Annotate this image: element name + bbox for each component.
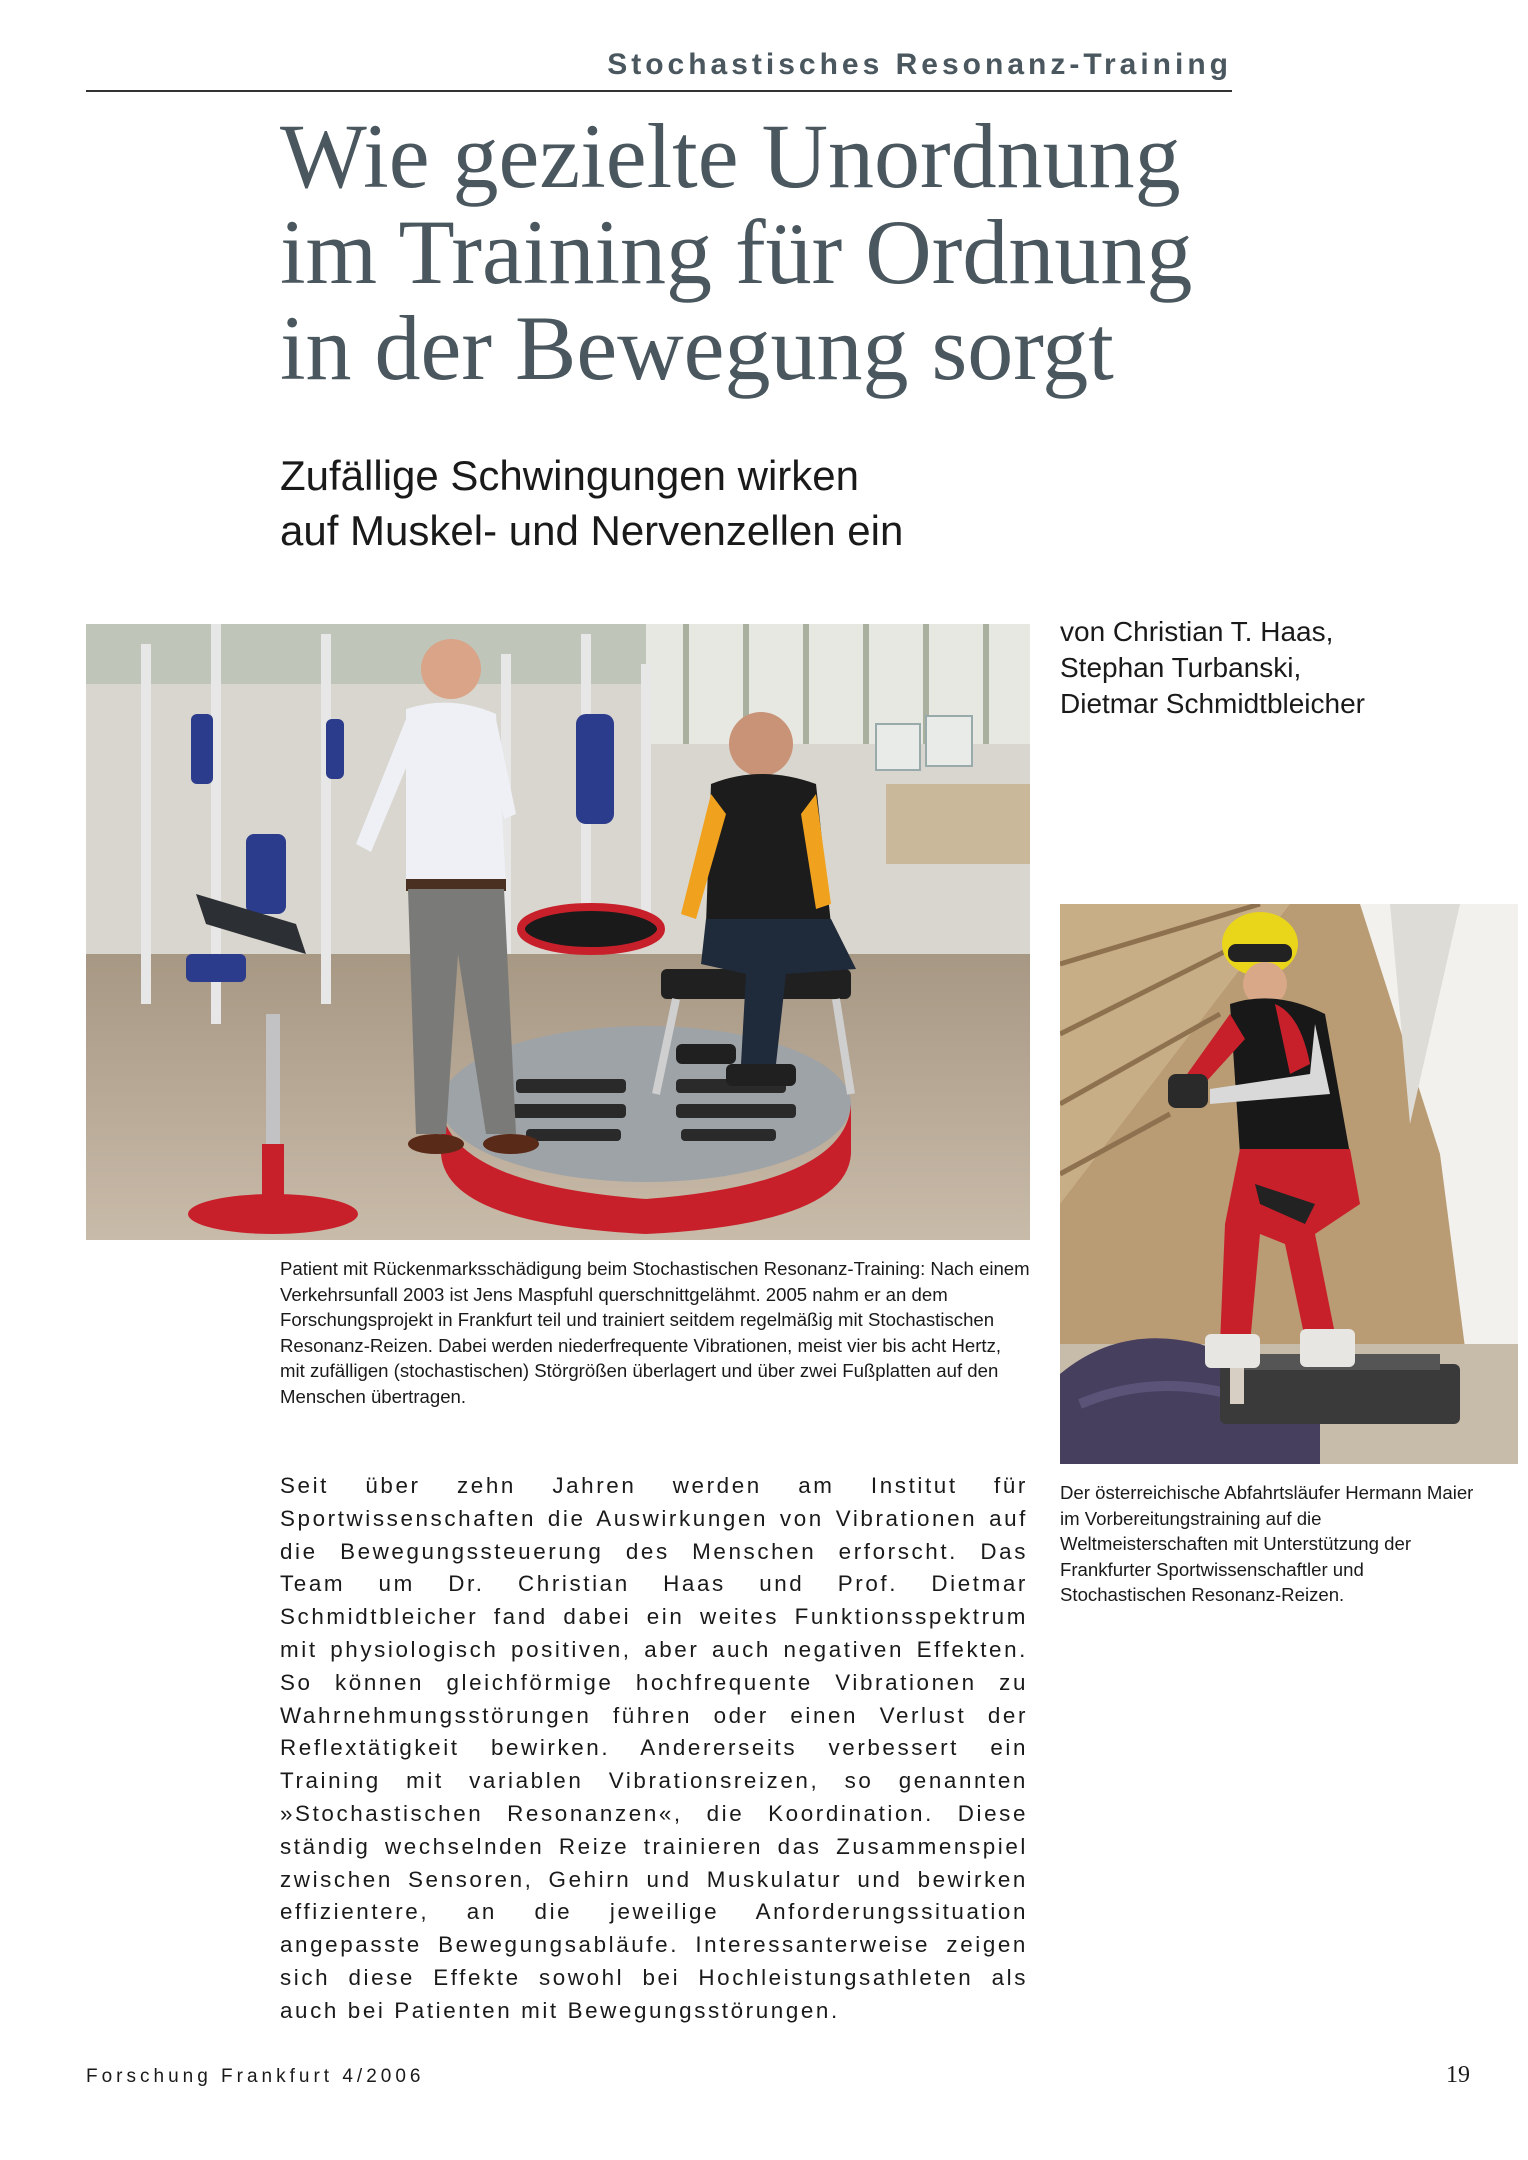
training-photo (86, 624, 1030, 1240)
page-number: 19 (1446, 2062, 1470, 2088)
article-body: Seit über zehn Jahren werden am Institut für Sportwissenschaften die Auswirkungen von Vibrationen auf die Bewegungssteuerung des Menschen erforscht. Das Team um Dr. Christian Haas und Prof. Dietmar Schmidtbleicher fand dabei ein weites Funktionsspektrum mit physiologisch positiven, aber auch negativen Effekten. So können gleichförmige hochfrequente Vibrationen zu Wahrnehmungsstörungen führen oder einen Verlust der Reflextätigkeit bewirken. Andererseits verbessert ein Training mit variablen Vibrationsreizen, so genannten »Stochastischen Resonanzen«, die Koordination. Diese ständig wechselnden Reize trainieren das Zusammenspiel zwischen Sensoren, Gehirn und Muskulatur und bewirken effizientere, an die jeweilige Anforderungssituation angepasste Bewegungsabläufe. Interessanterweise zeigen sich diese Effekte sowohl bei Hochleistungsathleten als auch bei Patienten mit Bewegungsstörungen. (280, 1473, 1028, 2023)
author-line: Dietmar Schmidtbleicher (1060, 688, 1365, 719)
training-photo-caption: Patient mit Rückenmarksschädigung beim Stochastischen Resonanz-Training: Nach einem Verkehrsunfall 2003 ist Jens Maspfuhl querschnittgelähmt. 2005 nahm er an dem Forschungsprojekt in Frankfurt teil und trainiert seitdem regelmäßig mit Stochastischen Resonanz-Reizen. Dabei werden niederfrequente Vibrationen, meist vier bis acht Hertz, mit zufälligen (stochastischen) Störgrößen überlagert und über zwei Fußplatten auf den Menschen übertragen. (280, 1258, 1030, 1407)
article-subheadline: Zufällige Schwingungen wirken auf Muskel- und Nervenzellen ein (280, 452, 904, 554)
author-list (1060, 614, 1490, 722)
skier-photo (1060, 904, 1518, 1464)
skier-photo-illustration (1060, 904, 1518, 1464)
footer-publication: Forschung Frankfurt 4/2006 (86, 2066, 425, 2087)
article-headline: Wie gezielte Unordnung im Training für Ordnung in der Bewegung sorgt (280, 105, 1193, 399)
training-photo-illustration (86, 624, 1030, 1240)
author-line: Stephan Turbanski, (1060, 652, 1302, 683)
section-label: Stochastisches Resonanz-Training (607, 48, 1232, 81)
skier-photo-caption: Der österreichische Abfahrtsläufer Hermann Maier im Vorbereitungstraining auf die Weltmeisterschaften mit Unterstützung der Frankfurter Sportwissenschaftler und Stochastischen Resonanz-Reizen. (1060, 1482, 1474, 1606)
section-header (86, 48, 1232, 92)
author-line: von Christian T. Haas, (1060, 616, 1334, 647)
